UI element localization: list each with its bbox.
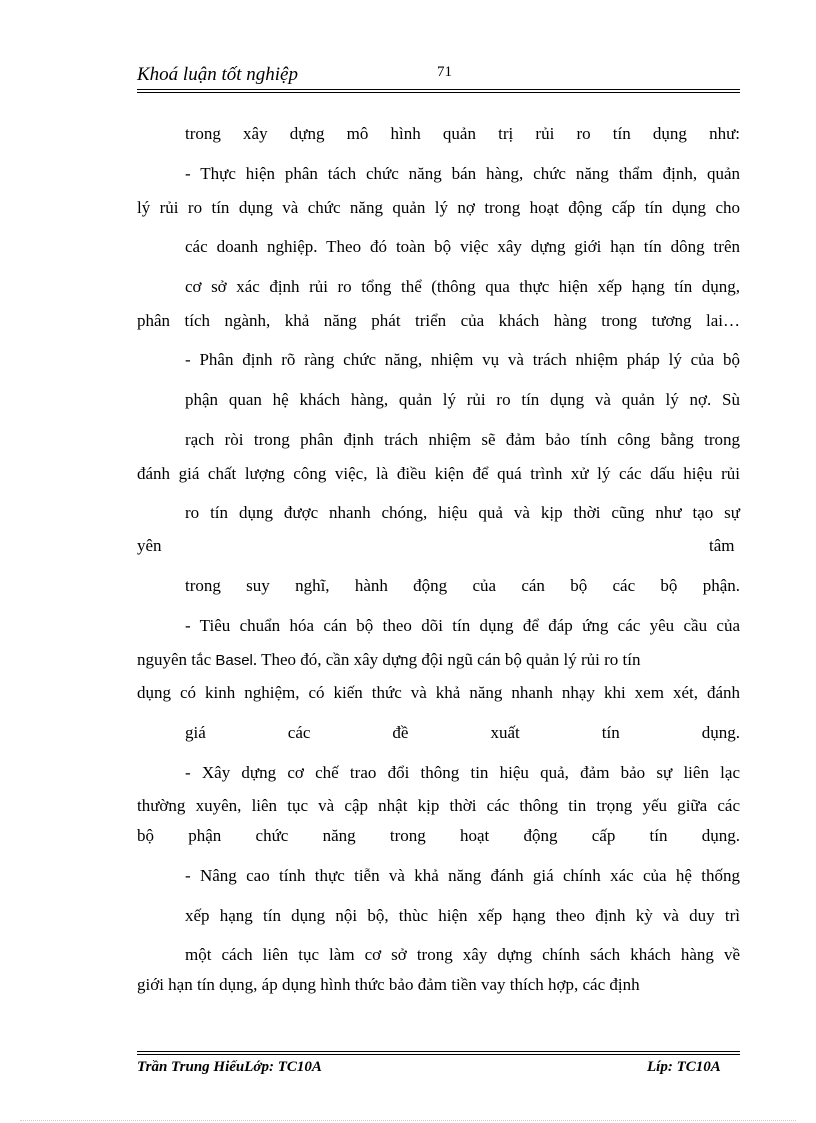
footer-rule-bottom (137, 1054, 740, 1055)
text-line: trong suy nghĩ, hành động của cán bộ các bộ phận. (185, 576, 740, 595)
text-line: yên (137, 536, 162, 555)
text-line: bộ phận chức năng trong hoạt động cấp tín dụng. (137, 826, 740, 845)
text-line: giá các đề xuất tín dụng. (185, 723, 740, 742)
text-line: lý rủi ro tín dụng và chức năng quản lý nợ trong hoạt động cấp tín dụng cho (137, 198, 740, 217)
text-line: trong xây dựng mô hình quản trị rủi ro tín dụng như: (185, 124, 740, 143)
page-border (20, 1120, 796, 1121)
text-line (137, 650, 740, 671)
header-title: Khoá luận tốt nghiệp (137, 64, 298, 85)
basel-tag: Basel (215, 652, 253, 669)
text-line: rạch ròi trong phân định trách nhiệm sẽ đảm bảo tính công bằng trong (185, 430, 740, 449)
header-rule-bottom (137, 92, 740, 93)
text-line: đánh giá chất lượng công việc, là điều kiện để quá trình xử lý các dấu hiệu rủi (137, 464, 740, 483)
text-fragment: nguyên tắc (137, 650, 212, 669)
text-line: - Phân định rõ ràng chức năng, nhiệm vụ và trách nhiệm pháp lý của bộ (185, 350, 740, 369)
page-number: 71 (437, 64, 452, 80)
text-line: - Tiêu chuẩn hóa cán bộ theo dõi tín dụng để đáp ứng các yêu cầu của (185, 616, 740, 635)
footer-rule-top (137, 1051, 740, 1052)
text-fragment: . Theo đó, cần xây dựng đội ngũ cán bộ quản lý rủi ro tín (252, 650, 641, 669)
text-line: dụng có kinh nghiệm, có kiến thức và khả năng nhanh nhạy khi xem xét, đánh (137, 683, 740, 702)
text-line: tâm (709, 536, 735, 555)
footer-class: Líp: TC10A (647, 1059, 721, 1075)
text-line: phân tích ngành, khả năng phát triển của khách hàng trong tương lai… (137, 311, 740, 330)
text-line: xếp hạng tín dụng nội bộ, thùc hiện xếp hạng theo định kỳ và duy trì (185, 906, 740, 925)
text-line: ro tín dụng được nhanh chóng, hiệu quả và kịp thời cũng như tạo sự (185, 503, 740, 522)
text-line: cơ sở xác định rủi ro tổng thể (thông qua thực hiện xếp hạng tín dụng, (185, 277, 740, 296)
text-line: - Thực hiện phân tách chức năng bán hàng, chức năng thẩm định, quản (185, 164, 740, 183)
text-line: một cách liên tục làm cơ sở trong xây dựng chính sách khách hàng về (185, 945, 740, 964)
text-line: - Xây dựng cơ chế trao đổi thông tin hiệu quả, đảm bảo sự liên lạc (185, 763, 740, 782)
footer-author: Trần Trung HiếuLớp: TC10A (137, 1059, 322, 1075)
text-line: - Nâng cao tính thực tiễn và khả năng đánh giá chính xác của hệ thống (185, 866, 740, 885)
text-line: thường xuyên, liên tục và cập nhật kịp thời các thông tin trọng yếu giữa các (137, 796, 740, 815)
text-line: giới hạn tín dụng, áp dụng hình thức bảo đảm tiền vay thích hợp, các định (137, 975, 640, 994)
header-rule-top (137, 89, 740, 90)
text-line: các doanh nghiệp. Theo đó toàn bộ việc xây dựng giới hạn tín dông trên (185, 237, 740, 256)
text-line: phận quan hệ khách hàng, quản lý rủi ro tín dụng và quản lý nợ. Sù (185, 390, 740, 409)
